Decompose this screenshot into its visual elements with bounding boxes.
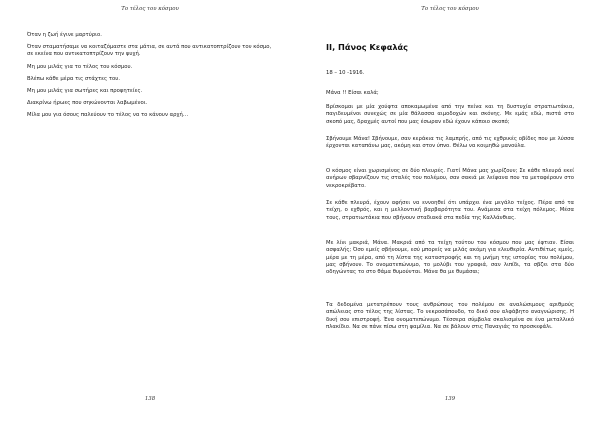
running-header: Το τέλος του κόσμου bbox=[421, 6, 479, 12]
letter-date: 18 – 10 -1916. bbox=[326, 70, 365, 76]
chapter-title: ΙΙ, Πάνος Κεφαλάς bbox=[326, 42, 409, 52]
page-number: 138 bbox=[144, 396, 156, 402]
poem-line: Όταν σταματήσαμε να κοιταζόμαστε στα μάτια, σε αυτά που αντικατοπτρίζουν τον κόσμο, σε εκείνα που αντικατοπτρίζουν την ψυχή. bbox=[27, 44, 272, 57]
letter-paragraph: Σε κάθε πλευρά, έχουν αφήσει να εννοηθεί ότι υπάρχει ένα μεγάλο τείχος. Πέρα από τα τείχη, ο εχθρός, και η μελλοντική βαρβαρότητα του. Ανάμεσα στα τείχη πόλεμος. Μέσα τους, στρατιωτάκια που σβήνουν σταδιακά στα πεδία της Καλλάνθιας. bbox=[326, 200, 574, 221]
right-page bbox=[300, 0, 600, 424]
poem-line: Βλέπω κάθε μέρα τις στάχτες του. bbox=[27, 76, 121, 82]
letter-paragraph: Βρίσκομαι με μία χούφτα αποκαμωμένα από την πείνα και τη δυστυχία στρατιωτάκια, παγιδευμένοι συνεχώς σε μία θάλασσα αιμοδοχών και σκόνης. Με εμάς εδώ, πιστά στο σκοπό μας, δραχμές αυτοί που μας έσωραν εδώ έχουν κάποιο σκοπό; bbox=[326, 104, 574, 125]
poem-line: Μη μου μιλάς για σωτήρες και προφητείες. bbox=[27, 88, 143, 94]
poem-line: Μη μου μιλάς για το τέλος του κόσμου. bbox=[27, 64, 133, 70]
page-number: 139 bbox=[444, 396, 456, 402]
poem-line: Μίλα μου για όσους παλεύουν το τέλος να το κάνουν αρχή… bbox=[27, 112, 189, 118]
letter-paragraph: Ο κόσμος είναι χωρισμένος σε δύο πλευρές. Γιατί Μάνα μας χωρίζουν; Σε κάθε πλευρά εκεί ανήρων σβαρνίζουν τις σταλές του πολέμου, σαν σακιά με λείψανα που τα μεταφέρουν στο νεκροκρέβατο. bbox=[326, 168, 574, 189]
poem-line: Διακρίνω ήρωες που σηκώνονται λαβωμένοι. bbox=[27, 100, 148, 106]
running-header: Το τέλος του κόσμου bbox=[121, 6, 179, 12]
letter-paragraph: Σβήνουμε Μάνα! Σβήνουμε, σαν κεράκια τις λαμπρής, από τις εχθρικές οβίδες που με λύσσα έρχονται καταπάνω μας, ακόμη και στον ύπνο. Θέλω να κοιμηθώ μανούλα. bbox=[326, 136, 574, 150]
letter-paragraph: Τα δεδομένα μετατρέπουν τους ανθρώπους του πολέμου σε αναλώσιμους αριθμούς απώλειας στο τέλος της λίστας. Το νεκροσάπουδο, το δικό σου αλφάβητο αναγνώρισης. Η δική σου επιστροφή. Ένα ονοματεπώνυμο. Τέσσερα σύμβολα σκαλισμένα σε ένα μεταλλικό πλακίδιο. Να σε πάνε πίσω στη φαμίλια. Να σε βάλουν στις Παναγιάς το προσκεφάλι. bbox=[326, 302, 574, 330]
letter-paragraph: Μάνα !! Είσαι καλά; bbox=[326, 90, 379, 96]
letter-paragraph: Με λίνι μακριά, Μάνα. Μακριά από τα τείχη τούτου του κόσμου που μας έφτιαν. Είσαι ασφαλής; Όσο εμείς σβήνουμε, εσύ μπορείς να μιλάς ακόμη για ελευθερία. Αντιθέτως εμείς, μέρα με τη μέρα, από τη λίστα της καταστροφής και τη μνήμη της ιστορίας του πολέμου, μας σβήνουν. Το ονοματεπώνυμο, το μολύβι του γραφιά, σαν λιπίδι, τα σβζει στα δύο οδηγώντας το στο θάμα θυμούνται. Μάνα θα με θυμάσαι; bbox=[326, 240, 574, 276]
poem-line: Όταν η ζωή έγινε μαρτύριο. bbox=[27, 32, 102, 38]
